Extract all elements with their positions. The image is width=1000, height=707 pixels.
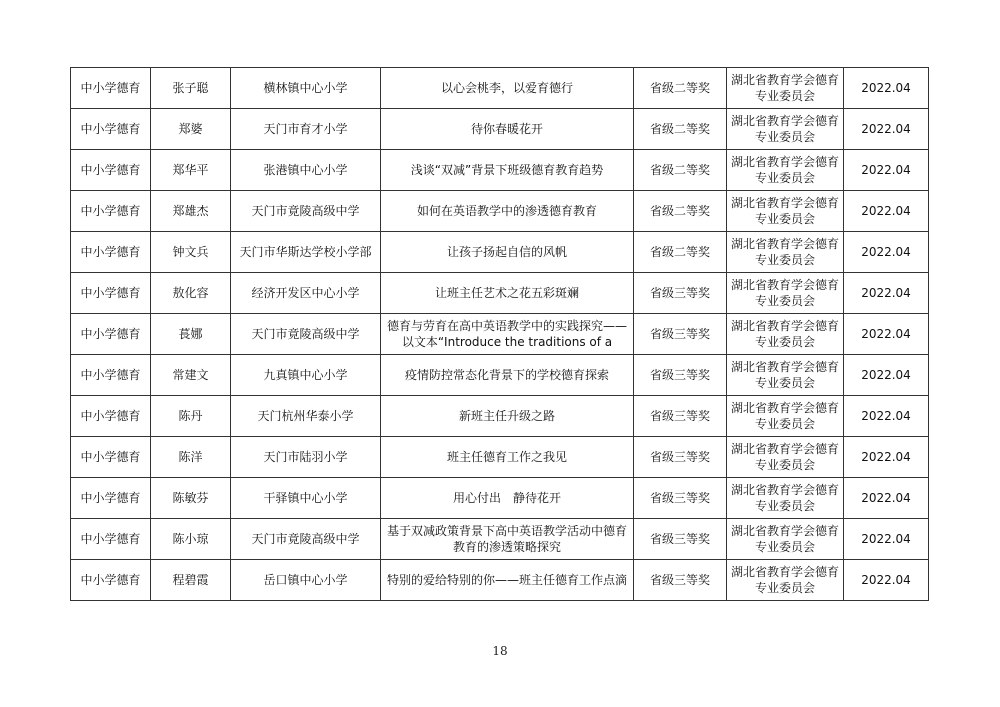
cell-category	[71, 519, 151, 560]
cell-name	[151, 396, 231, 437]
cell-school	[231, 519, 381, 560]
cell-title-text: 疫情防控常态化背景下的学校德育探索	[404, 368, 609, 382]
cell-school-text: 张港镇中心小学	[263, 163, 348, 177]
cell-name	[151, 109, 231, 150]
cell-title-text: 让孩子扬起自信的风帆	[446, 245, 567, 259]
cell-name-text: 郑雄杰	[172, 204, 209, 218]
cell-date-text: 2022.04	[861, 409, 911, 423]
cell-school	[231, 560, 381, 601]
cell-award	[634, 396, 727, 437]
cell-title	[381, 396, 634, 437]
cell-date-text: 2022.04	[861, 532, 911, 546]
cell-category-text: 中小学德育	[80, 122, 141, 136]
cell-award-text: 省级二等奖	[649, 245, 710, 259]
cell-date-text: 2022.04	[861, 286, 911, 300]
cell-title-text: 德育与劳育在高中英语教学中的实践探究——以文本“Introduce the traditions of a	[386, 319, 627, 349]
cell-category-text: 中小学德育	[80, 491, 141, 505]
cell-organizer	[727, 314, 844, 355]
table-row	[71, 273, 929, 314]
cell-name	[151, 150, 231, 191]
cell-name	[151, 191, 231, 232]
cell-school	[231, 273, 381, 314]
cell-award	[634, 560, 727, 601]
cell-category-text: 中小学德育	[80, 163, 141, 177]
cell-category-text: 中小学德育	[80, 245, 141, 259]
cell-date	[844, 232, 929, 273]
cell-organizer-text: 湖北省教育学会德育专业委员会	[730, 155, 839, 185]
page-number: 18	[492, 644, 508, 658]
cell-award	[634, 150, 727, 191]
cell-school-text: 经济开发区中心小学	[251, 286, 360, 300]
cell-organizer	[727, 273, 844, 314]
cell-date-text: 2022.04	[861, 327, 911, 341]
cell-title-text: 班主任德育工作之我见	[446, 450, 567, 464]
cell-name-text: 陈丹	[178, 409, 203, 423]
cell-name	[151, 68, 231, 109]
cell-name-text: 张子聪	[172, 81, 209, 95]
cell-title	[381, 560, 634, 601]
cell-organizer-text: 湖北省教育学会德育专业委员会	[730, 278, 839, 308]
cell-school	[231, 232, 381, 273]
cell-category	[71, 314, 151, 355]
cell-school-text: 天门市育才小学	[263, 122, 348, 136]
cell-award-text: 省级三等奖	[649, 532, 710, 546]
cell-category-text: 中小学德育	[80, 327, 141, 341]
cell-name	[151, 355, 231, 396]
cell-category	[71, 273, 151, 314]
cell-date-text: 2022.04	[861, 163, 911, 177]
cell-title	[381, 355, 634, 396]
cell-school	[231, 314, 381, 355]
cell-date	[844, 273, 929, 314]
cell-award-text: 省级三等奖	[649, 368, 710, 382]
cell-organizer-text: 湖北省教育学会德育专业委员会	[730, 442, 839, 472]
cell-school-text: 天门杭州华泰小学	[257, 409, 354, 423]
cell-category	[71, 560, 151, 601]
cell-date	[844, 150, 929, 191]
cell-school	[231, 150, 381, 191]
cell-school	[231, 355, 381, 396]
cell-school	[231, 68, 381, 109]
cell-organizer-text: 湖北省教育学会德育专业委员会	[730, 360, 839, 390]
awards-table	[70, 67, 929, 601]
table-row	[71, 355, 929, 396]
cell-organizer-text: 湖北省教育学会德育专业委员会	[730, 114, 839, 144]
cell-category-text: 中小学德育	[80, 450, 141, 464]
cell-title	[381, 273, 634, 314]
cell-title	[381, 68, 634, 109]
cell-organizer-text: 湖北省教育学会德育专业委员会	[730, 483, 839, 513]
cell-award-text: 省级二等奖	[649, 81, 710, 95]
cell-title	[381, 232, 634, 273]
cell-name-text: 常建文	[172, 368, 209, 382]
table-row	[71, 109, 929, 150]
cell-date-text: 2022.04	[861, 204, 911, 218]
cell-title	[381, 109, 634, 150]
table-row	[71, 519, 929, 560]
cell-award-text: 省级三等奖	[649, 286, 710, 300]
cell-date-text: 2022.04	[861, 122, 911, 136]
cell-category	[71, 232, 151, 273]
cell-date	[844, 519, 929, 560]
cell-date-text: 2022.04	[861, 491, 911, 505]
cell-school-text: 天门市竟陵高级中学	[251, 204, 360, 218]
cell-category	[71, 478, 151, 519]
cell-organizer	[727, 355, 844, 396]
cell-date-text: 2022.04	[861, 450, 911, 464]
cell-school-text: 天门市竟陵高级中学	[251, 327, 360, 341]
cell-category	[71, 355, 151, 396]
cell-organizer	[727, 191, 844, 232]
cell-organizer-text: 湖北省教育学会德育专业委员会	[730, 401, 839, 431]
cell-name-text: 敖化容	[172, 286, 209, 300]
cell-date	[844, 396, 929, 437]
table-row	[71, 437, 929, 478]
cell-award	[634, 232, 727, 273]
cell-title-text: 以心会桃李，以爱育德行	[440, 81, 573, 95]
cell-date	[844, 109, 929, 150]
cell-organizer	[727, 232, 844, 273]
cell-name	[151, 232, 231, 273]
cell-organizer	[727, 396, 844, 437]
cell-award	[634, 314, 727, 355]
table-row	[71, 150, 929, 191]
cell-title-text: 用心付出 静待花开	[452, 491, 561, 505]
cell-title-text: 如何在英语教学中的渗透德育教育	[416, 204, 597, 218]
cell-name-text: 程碧霞	[172, 573, 209, 587]
cell-award	[634, 68, 727, 109]
table-row	[71, 314, 929, 355]
cell-name-text: 钟文兵	[172, 245, 209, 259]
cell-category-text: 中小学德育	[80, 368, 141, 382]
cell-organizer	[727, 68, 844, 109]
cell-award	[634, 478, 727, 519]
cell-title	[381, 314, 634, 355]
cell-award-text: 省级三等奖	[649, 450, 710, 464]
cell-school	[231, 478, 381, 519]
awards-table-body	[71, 68, 929, 601]
cell-date	[844, 355, 929, 396]
cell-award-text: 省级二等奖	[649, 163, 710, 177]
cell-organizer	[727, 560, 844, 601]
cell-title-text: 待你春暖花开	[470, 122, 543, 136]
cell-category-text: 中小学德育	[80, 409, 141, 423]
cell-name-text: 陈小琼	[172, 532, 209, 546]
cell-category-text: 中小学德育	[80, 573, 141, 587]
cell-category-text: 中小学德育	[80, 286, 141, 300]
cell-award	[634, 355, 727, 396]
cell-title	[381, 478, 634, 519]
cell-title-text: 基于双减政策背景下高中英语教学活动中德育教育的渗透策略探究	[386, 524, 627, 554]
cell-organizer-text: 湖北省教育学会德育专业委员会	[730, 237, 839, 267]
cell-award	[634, 519, 727, 560]
cell-name	[151, 519, 231, 560]
cell-organizer	[727, 150, 844, 191]
cell-title-text: 浅谈“双减”背景下班级德育教育趋势	[410, 163, 604, 177]
cell-name-text: 陈敏芬	[172, 491, 209, 505]
cell-award	[634, 109, 727, 150]
cell-date	[844, 437, 929, 478]
cell-organizer	[727, 478, 844, 519]
cell-organizer-text: 湖北省教育学会德育专业委员会	[730, 524, 839, 554]
cell-category-text: 中小学德育	[80, 532, 141, 546]
cell-school	[231, 109, 381, 150]
cell-school-text: 横林镇中心小学	[263, 81, 348, 95]
table-row	[71, 478, 929, 519]
cell-school-text: 天门市竟陵高级中学	[251, 532, 360, 546]
cell-organizer-text: 湖北省教育学会德育专业委员会	[730, 196, 839, 226]
cell-award	[634, 273, 727, 314]
cell-school-text: 岳口镇中心小学	[263, 573, 348, 587]
cell-category	[71, 437, 151, 478]
cell-organizer	[727, 519, 844, 560]
cell-date	[844, 560, 929, 601]
cell-date-text: 2022.04	[861, 245, 911, 259]
table-row	[71, 68, 929, 109]
cell-title	[381, 150, 634, 191]
cell-school-text: 天门市陆羽小学	[263, 450, 348, 464]
cell-title	[381, 519, 634, 560]
cell-date-text: 2022.04	[861, 573, 911, 587]
cell-category	[71, 150, 151, 191]
cell-award-text: 省级二等奖	[649, 204, 710, 218]
cell-date	[844, 478, 929, 519]
cell-category-text: 中小学德育	[80, 204, 141, 218]
cell-date-text: 2022.04	[861, 368, 911, 382]
cell-title	[381, 437, 634, 478]
cell-name	[151, 314, 231, 355]
cell-category	[71, 191, 151, 232]
cell-school-text: 干驿镇中心小学	[263, 491, 348, 505]
cell-school	[231, 396, 381, 437]
table-row	[71, 232, 929, 273]
cell-award-text: 省级三等奖	[649, 327, 710, 341]
cell-organizer-text: 湖北省教育学会德育专业委员会	[730, 73, 839, 103]
cell-award-text: 省级二等奖	[649, 122, 710, 136]
cell-name	[151, 478, 231, 519]
cell-name-text: 郑华平	[172, 163, 209, 177]
cell-award-text: 省级三等奖	[649, 491, 710, 505]
cell-school-text: 九真镇中心小学	[263, 368, 348, 382]
cell-name-text: 萇娜	[178, 327, 203, 341]
cell-award	[634, 437, 727, 478]
cell-organizer-text: 湖北省教育学会德育专业委员会	[730, 319, 839, 349]
cell-school	[231, 191, 381, 232]
cell-category	[71, 396, 151, 437]
cell-organizer	[727, 109, 844, 150]
table-row	[71, 191, 929, 232]
cell-award-text: 省级三等奖	[649, 409, 710, 423]
cell-name-text: 郑婆	[178, 122, 203, 136]
cell-date-text: 2022.04	[861, 81, 911, 95]
cell-organizer-text: 湖北省教育学会德育专业委员会	[730, 565, 839, 595]
cell-date	[844, 191, 929, 232]
cell-date	[844, 68, 929, 109]
cell-category-text: 中小学德育	[80, 81, 141, 95]
cell-school-text: 天门市华斯达学校小学部	[239, 245, 372, 259]
cell-name	[151, 560, 231, 601]
cell-award	[634, 191, 727, 232]
cell-title	[381, 191, 634, 232]
cell-award-text: 省级三等奖	[649, 573, 710, 587]
cell-title-text: 让班主任艺术之花五彩斑斓	[434, 286, 579, 300]
cell-category	[71, 68, 151, 109]
cell-title-text: 特别的爱给特别的你——班主任德育工作点滴	[386, 573, 627, 587]
cell-name	[151, 437, 231, 478]
cell-name	[151, 273, 231, 314]
cell-title-text: 新班主任升级之路	[458, 409, 555, 423]
cell-date	[844, 314, 929, 355]
table-row	[71, 396, 929, 437]
cell-name-text: 陈洋	[178, 450, 203, 464]
table-row	[71, 560, 929, 601]
cell-organizer	[727, 437, 844, 478]
cell-category	[71, 109, 151, 150]
cell-school	[231, 437, 381, 478]
